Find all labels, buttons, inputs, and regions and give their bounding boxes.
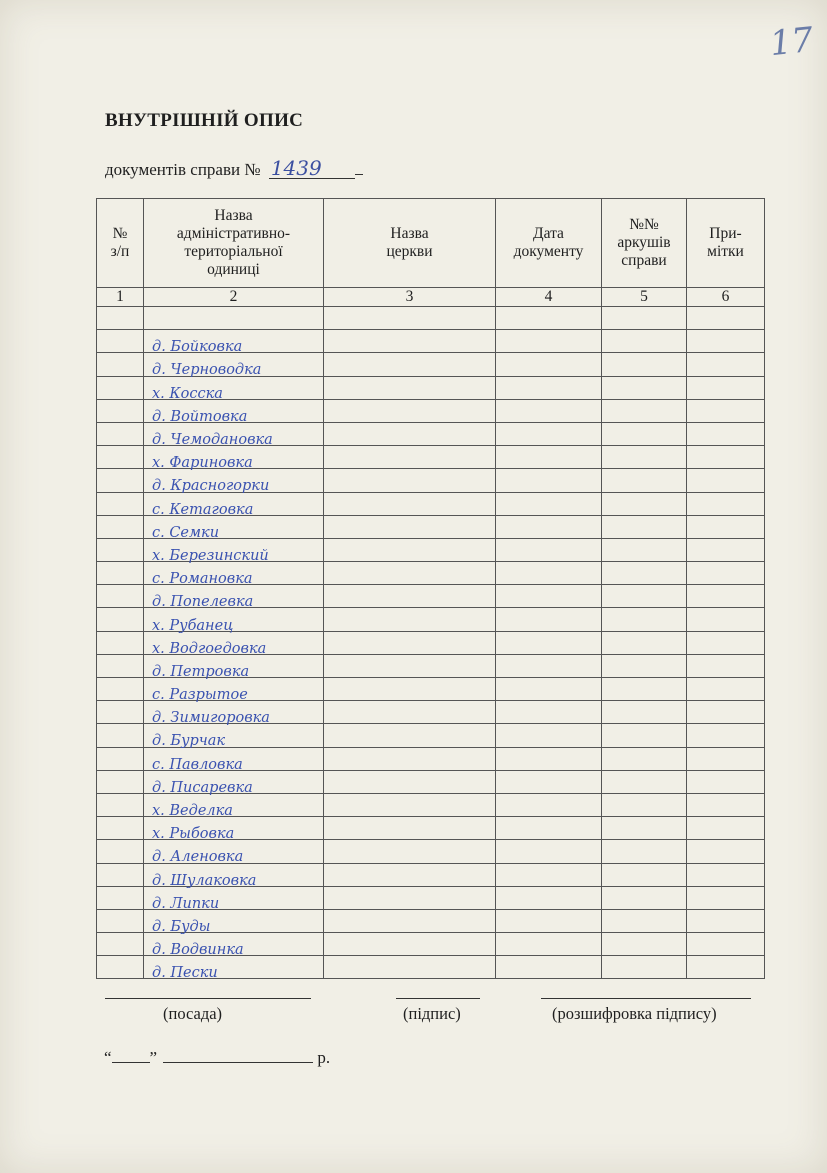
column-number-1: 1: [97, 288, 144, 307]
settlement-name-cell: [144, 469, 324, 495]
settlement-name: х. Косска: [152, 385, 223, 402]
settlement-name: д. Водвинка: [152, 942, 244, 959]
table-cell: [97, 538, 144, 561]
table-cell: [687, 330, 765, 353]
settlement-name: с. Романовка: [152, 571, 253, 588]
table-cell: [324, 492, 496, 515]
table-cell: [324, 330, 496, 353]
table-cell: [602, 330, 687, 353]
table-cell: [496, 446, 602, 469]
table-cell: [97, 724, 144, 747]
table-cell: [687, 376, 765, 399]
table-cell: [324, 585, 496, 608]
settlement-name-cell: [144, 562, 324, 588]
table-cell: [687, 840, 765, 863]
table-cell: [97, 654, 144, 677]
table-cell: [496, 376, 602, 399]
table-cell: [324, 469, 496, 492]
table-cell: [602, 399, 687, 422]
settlement-name: с. Кетаговка: [152, 501, 254, 518]
table-cell: [602, 770, 687, 793]
table-cell: [602, 631, 687, 654]
settlement-name-cell: [144, 330, 324, 356]
table-cell: [687, 562, 765, 585]
settlement-name: с. Разрытое: [152, 687, 248, 704]
settlement-name: х. Веделка: [152, 803, 233, 820]
settlement-name: д. Черноводка: [152, 362, 262, 379]
settlement-name: д. Попелевка: [152, 594, 254, 611]
settlement-name: д. Липки: [152, 895, 220, 912]
table-cell: [602, 376, 687, 399]
table-cell: [687, 492, 765, 515]
settlement-name: д. Красногорки: [152, 478, 270, 495]
table-cell: [687, 422, 765, 445]
settlement-name: д. Зимигоровка: [152, 710, 270, 727]
table-cell: [97, 770, 144, 793]
table-cell: [687, 793, 765, 816]
settlement-name-cell: [144, 793, 324, 820]
date-open-quote: “: [104, 1048, 112, 1067]
settlement-name-cell: [144, 678, 324, 704]
table-cell: [324, 678, 496, 701]
table-cell: [687, 678, 765, 701]
table-cell: [324, 956, 496, 979]
table-cell: [602, 956, 687, 979]
table-cell: [496, 724, 602, 747]
settlement-name: д. Аленовка: [152, 849, 244, 866]
column-header-2: Назва адміністративно- територіальної одиниці: [144, 199, 324, 288]
column-number-6: 6: [687, 288, 765, 307]
table-cell: [97, 631, 144, 654]
table-row: [97, 562, 765, 585]
table-cell: [97, 701, 144, 724]
settlement-name-cell: [144, 701, 324, 727]
settlement-name-cell: [144, 654, 324, 680]
settlement-name: д. Шулаковка: [152, 872, 257, 889]
settlement-name: д. Петровка: [152, 663, 250, 680]
table-cell: [602, 446, 687, 469]
table-cell: [324, 909, 496, 932]
settlement-name: с. Семки: [152, 524, 220, 541]
table-cell: [97, 422, 144, 445]
table-row: [97, 330, 765, 353]
column-header-1: № з/п: [97, 199, 144, 288]
table-cell: [602, 817, 687, 840]
table-cell: [602, 585, 687, 608]
table-cell: [687, 701, 765, 724]
table-cell: [687, 747, 765, 770]
table-cell: [496, 654, 602, 677]
settlement-name: д. Войтовка: [152, 408, 248, 425]
table-cell: [324, 353, 496, 376]
table-row: [97, 608, 765, 631]
table-row: [97, 469, 765, 492]
table-cell: [496, 747, 602, 770]
table-cell: [496, 469, 602, 492]
table-cell: [496, 793, 602, 816]
table-cell: [687, 469, 765, 492]
table-row: [97, 399, 765, 422]
settlement-name: х. Рыбовка: [152, 826, 235, 843]
table-cell: [687, 631, 765, 654]
table-cell: [97, 608, 144, 631]
table-cell: [324, 747, 496, 770]
table-row: [97, 376, 765, 399]
table-cell: [687, 654, 765, 677]
table-cell: [602, 678, 687, 701]
table-cell: [602, 840, 687, 863]
case-number: 1439: [269, 158, 355, 179]
settlement-name: д. Бурчак: [152, 733, 226, 750]
signature-line: [396, 998, 480, 999]
table-cell: [602, 886, 687, 909]
table-cell: [97, 330, 144, 353]
settlement-name-cell: [144, 631, 324, 657]
table-cell: [602, 515, 687, 538]
date-close-quote: ”: [149, 1048, 158, 1067]
table-row: [97, 770, 765, 793]
table-row: [97, 909, 765, 932]
table-cell: [496, 863, 602, 886]
table-cell: [97, 840, 144, 863]
table-cell: [324, 840, 496, 863]
table-row: [97, 678, 765, 701]
table-cell: [496, 399, 602, 422]
table-cell: [602, 747, 687, 770]
table-cell: [496, 562, 602, 585]
settlement-name-cell: [144, 585, 324, 611]
settlement-name-cell: [144, 492, 324, 518]
table-cell: [496, 353, 602, 376]
table-cell: [602, 307, 687, 330]
table-cell: [496, 886, 602, 909]
table-row: [97, 747, 765, 770]
table-cell: [97, 585, 144, 608]
table-cell: [324, 562, 496, 585]
settlement-name: с. Павловка: [152, 756, 243, 773]
table-cell: [97, 886, 144, 909]
table-cell: [496, 840, 602, 863]
date-day-blank: [112, 1062, 150, 1063]
subtitle-label: документів справи №: [105, 160, 261, 179]
settlement-name-cell: [144, 353, 324, 379]
table-cell: [602, 562, 687, 585]
table-cell: [687, 399, 765, 422]
table-cell: [602, 793, 687, 816]
document-title: ВНУТРІШНІЙ ОПИС: [105, 110, 304, 131]
table-row: [97, 422, 765, 445]
table-cell: [602, 654, 687, 677]
table-cell: [687, 909, 765, 932]
table-row: [97, 538, 765, 561]
column-number-2: 2: [144, 288, 324, 307]
table-row: [97, 933, 765, 956]
settlement-name: д. Чемодановка: [152, 432, 273, 449]
table-cell: [97, 956, 144, 979]
table-cell: [324, 817, 496, 840]
table-cell: [687, 956, 765, 979]
position-label: (посада): [163, 1004, 223, 1023]
settlement-name-cell: [144, 817, 324, 843]
settlement-name: х. Березинский: [152, 547, 269, 564]
table-cell: [324, 307, 496, 330]
table-cell: [97, 446, 144, 469]
date-year-suffix: р.: [317, 1048, 331, 1067]
settlement-name-cell: [144, 538, 324, 564]
column-number-5: 5: [602, 288, 687, 307]
table-cell: [324, 770, 496, 793]
settlement-name-cell: [144, 886, 324, 912]
table-cell: [97, 376, 144, 399]
table-cell: [602, 863, 687, 886]
table-cell: [602, 422, 687, 445]
table-cell: [324, 376, 496, 399]
table-cell: [687, 585, 765, 608]
table-cell: [324, 631, 496, 654]
decoding-line: [541, 998, 751, 999]
table-cell: [324, 538, 496, 561]
table-row: [97, 863, 765, 886]
table-cell: [97, 747, 144, 770]
table-header-row: [97, 199, 765, 288]
table-cell: [97, 817, 144, 840]
settlement-name: х. Рубанец: [152, 617, 234, 634]
table-cell: [324, 608, 496, 631]
column-header-5: №№ аркушів справи: [602, 199, 687, 288]
table-cell: [687, 446, 765, 469]
settlement-name: х. Водгоедовка: [152, 640, 267, 657]
table-row: [97, 492, 765, 515]
decoding-label: (розшифровка підпису): [552, 1004, 717, 1023]
settlement-name: д. Писаревка: [152, 779, 253, 796]
column-number-4: 4: [496, 288, 602, 307]
table-cell: [144, 307, 324, 330]
table-cell: [687, 515, 765, 538]
table-cell: [496, 492, 602, 515]
table-body: [97, 307, 765, 982]
table-row: [97, 701, 765, 724]
table-cell: [496, 422, 602, 445]
table-cell: [602, 469, 687, 492]
table-cell: [324, 446, 496, 469]
document-subtitle: [105, 158, 363, 180]
table-cell: [687, 933, 765, 956]
table-cell: [496, 678, 602, 701]
table-row: [97, 840, 765, 863]
table-cell: [602, 608, 687, 631]
table-cell: [496, 956, 602, 979]
settlement-name-cell: [144, 422, 324, 449]
table-cell: [97, 562, 144, 585]
column-header-4: Дата документу: [496, 199, 602, 288]
table-cell: [496, 770, 602, 793]
table-row: [97, 631, 765, 654]
settlement-name: д. Пески: [152, 965, 218, 982]
table-cell: [496, 933, 602, 956]
signature-label: (підпис): [403, 1004, 461, 1023]
table-cell: [97, 515, 144, 538]
settlement-name-cell: [144, 608, 324, 634]
table-cell: [324, 724, 496, 747]
settlement-name-cell: [144, 446, 324, 472]
table-cell: [97, 933, 144, 956]
table-cell: [97, 399, 144, 422]
settlement-name-cell: [144, 399, 324, 425]
table-row: [97, 793, 765, 816]
date-line: [104, 1048, 330, 1068]
case-number-underline: [355, 174, 363, 175]
table-cell: [496, 515, 602, 538]
table-cell: [687, 770, 765, 793]
table-cell: [324, 863, 496, 886]
table-cell: [687, 817, 765, 840]
column-header-6: При- мітки: [687, 199, 765, 288]
table-cell: [496, 330, 602, 353]
table-cell: [602, 492, 687, 515]
table-cell: [687, 724, 765, 747]
table-cell: [687, 307, 765, 330]
table-cell: [687, 863, 765, 886]
table-cell: [496, 701, 602, 724]
table-cell: [687, 538, 765, 561]
table-cell: [602, 701, 687, 724]
table-cell: [496, 817, 602, 840]
table-row: [97, 724, 765, 747]
settlement-name-cell: [144, 747, 324, 773]
settlement-name: д. Буды: [152, 918, 211, 935]
table-cell: [97, 678, 144, 701]
table-row: [97, 446, 765, 469]
table-cell: [97, 909, 144, 932]
table-cell: [324, 701, 496, 724]
table-row: [97, 585, 765, 608]
settlement-name: д. Бойковка: [152, 339, 243, 356]
page-number: 17: [768, 19, 816, 65]
table-cell: [97, 492, 144, 515]
table-row: [97, 956, 765, 979]
table-cell: [602, 724, 687, 747]
table-row: [97, 353, 765, 376]
table-row: [97, 817, 765, 840]
table-cell: [324, 654, 496, 677]
settlement-name-cell: [144, 840, 324, 866]
table-cell: [687, 886, 765, 909]
table-cell: [687, 353, 765, 376]
table-cell: [97, 863, 144, 886]
table-cell: [97, 469, 144, 492]
table-cell: [496, 307, 602, 330]
table-row: [97, 515, 765, 538]
table-cell: [496, 909, 602, 932]
table-cell: [602, 538, 687, 561]
position-line: [105, 998, 311, 999]
table-cell: [324, 422, 496, 445]
settlement-name-cell: [144, 956, 324, 982]
table-cell: [324, 886, 496, 909]
table-cell: [602, 933, 687, 956]
settlement-name-cell: [144, 909, 324, 935]
column-number-row: [97, 288, 765, 307]
table-cell: [496, 585, 602, 608]
table-cell: [496, 631, 602, 654]
table-cell: [324, 793, 496, 816]
column-number-3: 3: [324, 288, 496, 307]
settlement-name-cell: [144, 515, 324, 541]
table-cell: [496, 608, 602, 631]
table-cell: [97, 307, 144, 330]
table-cell: [496, 538, 602, 561]
settlement-name-cell: [144, 933, 324, 959]
settlement-name-cell: [144, 724, 324, 750]
table-cell: [324, 933, 496, 956]
settlement-name: х. Фариновка: [152, 455, 253, 472]
table-cell: [687, 608, 765, 631]
table-row: [97, 307, 765, 330]
table-cell: [324, 515, 496, 538]
table-cell: [97, 793, 144, 816]
column-header-3: Назва церкви: [324, 199, 496, 288]
table-row: [97, 886, 765, 909]
inventory-table: [96, 198, 765, 982]
settlement-name-cell: [144, 376, 324, 402]
date-month-blank: [163, 1062, 313, 1063]
table-row: [97, 654, 765, 677]
table-cell: [602, 353, 687, 376]
settlement-name-cell: [144, 770, 324, 796]
settlement-name-cell: [144, 863, 324, 889]
table-cell: [602, 909, 687, 932]
table-cell: [97, 353, 144, 376]
table-cell: [324, 399, 496, 422]
